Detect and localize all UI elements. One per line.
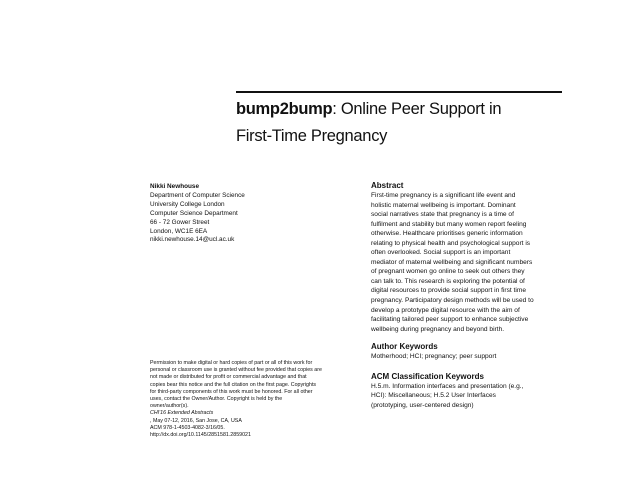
copyright-notice [150, 360, 350, 439]
author-affiliation-line: Department of Computer Science [150, 191, 245, 199]
paper-title [236, 96, 576, 150]
copyright-line: uses, contact the Owner/Author. Copyright is held by the [150, 396, 283, 403]
acm-keywords-text [371, 382, 571, 411]
author-name: Nikki Newhouse [150, 183, 200, 190]
copyright-line: not made or distributed for profit or commercial advantage and that [150, 374, 307, 381]
abstract-line: holistic maternal wellbeing is important. Dominant [371, 201, 516, 209]
doi-link[interactable]: http://dx.doi.org/10.1145/2851581.2859021 [150, 432, 251, 439]
abstract-line: First-time pregnancy is a significant life event and [371, 192, 516, 199]
abstract-line: of pregnant women go online to seek out others they [371, 268, 525, 276]
author-affiliation-line: Computer Science Department [150, 209, 238, 217]
venue-details: , May 07-12, 2016, San Jose, CA, USA [150, 417, 242, 424]
author-keywords-heading: Author Keywords [371, 342, 438, 352]
title-line-1 [236, 96, 576, 123]
acm-keywords-line: (prototyping, user-centered design) [371, 401, 474, 409]
title-brand: bump2bump [236, 100, 333, 118]
abstract-text [371, 191, 571, 334]
abstract-line: social narratives state that pregnancy is a time of [371, 211, 514, 219]
author-keywords-line: Motherhood; HCI; pregnancy; peer support [371, 353, 497, 361]
title-rule [236, 91, 562, 93]
copyright-line: for third-party components of this work must be honored. For all other [150, 388, 313, 395]
copyright-line: owner/author(s). [150, 403, 189, 410]
abstract-heading: Abstract [371, 181, 404, 190]
abstract-line: fulfilment and stability but many women report feeling [371, 220, 527, 228]
venue-name: CHI'16 Extended Abstracts [150, 410, 214, 417]
author-email: nikki.newhouse.14@ucl.ac.uk [150, 236, 235, 244]
acm-keywords-line: H.5.m. Information interfaces and presentation (e.g., [371, 382, 524, 390]
abstract-line: develop a prototype digital resource with the aim of [371, 306, 520, 314]
acm-keywords-line: HCI): Miscellaneous; H.5.2 User Interfaces [371, 392, 496, 400]
copyright-venue [150, 410, 350, 424]
copyright-line: copies bear this notice and the full citation on the first page. Copyrights [150, 381, 317, 388]
author-keywords-text [371, 352, 571, 362]
abstract-line: pregnancy. Participatory design methods will be used to [371, 297, 534, 305]
acm-keywords-heading: ACM Classification Keywords [371, 371, 484, 381]
title-line-2: First-Time Pregnancy [236, 127, 388, 145]
author-affiliation-line: London, WC1E 6EA [150, 227, 208, 235]
copyright-line: Permission to make digital or hard copies of part or all of this work for [150, 360, 313, 366]
abstract-line: digital resources to provide social support in first time [371, 287, 527, 295]
abstract-line: wellbeing during pregnancy and beyond birth. [371, 325, 505, 333]
author-affiliation-line: University College London [150, 200, 225, 208]
title-line-1-rest: : Online Peer Support in [332, 100, 502, 118]
author-block [150, 183, 300, 245]
author-affiliation-line: 66 - 72 Gower Street [150, 218, 210, 226]
abstract-line: mediator of maternal wellbeing and significant numbers [371, 258, 533, 266]
abstract-line: can talk to. This research is exploring the potential of [371, 277, 525, 285]
abstract-line: facilitating tailored peer support to enhance subjective [371, 316, 529, 324]
abstract-line: often overlooked. Social support is an important [371, 249, 511, 257]
copyright-line: personal or classroom use is granted without fee provided that copies are [150, 367, 322, 374]
abstract-line: relating to physical health and psychological support is [371, 239, 531, 247]
right-column [371, 180, 571, 410]
copyright-acm: ACM 978-1-4503-4082-3/16/05. [150, 424, 225, 431]
abstract-line: otherwise. Healthcare prioritises generic information [371, 230, 523, 238]
